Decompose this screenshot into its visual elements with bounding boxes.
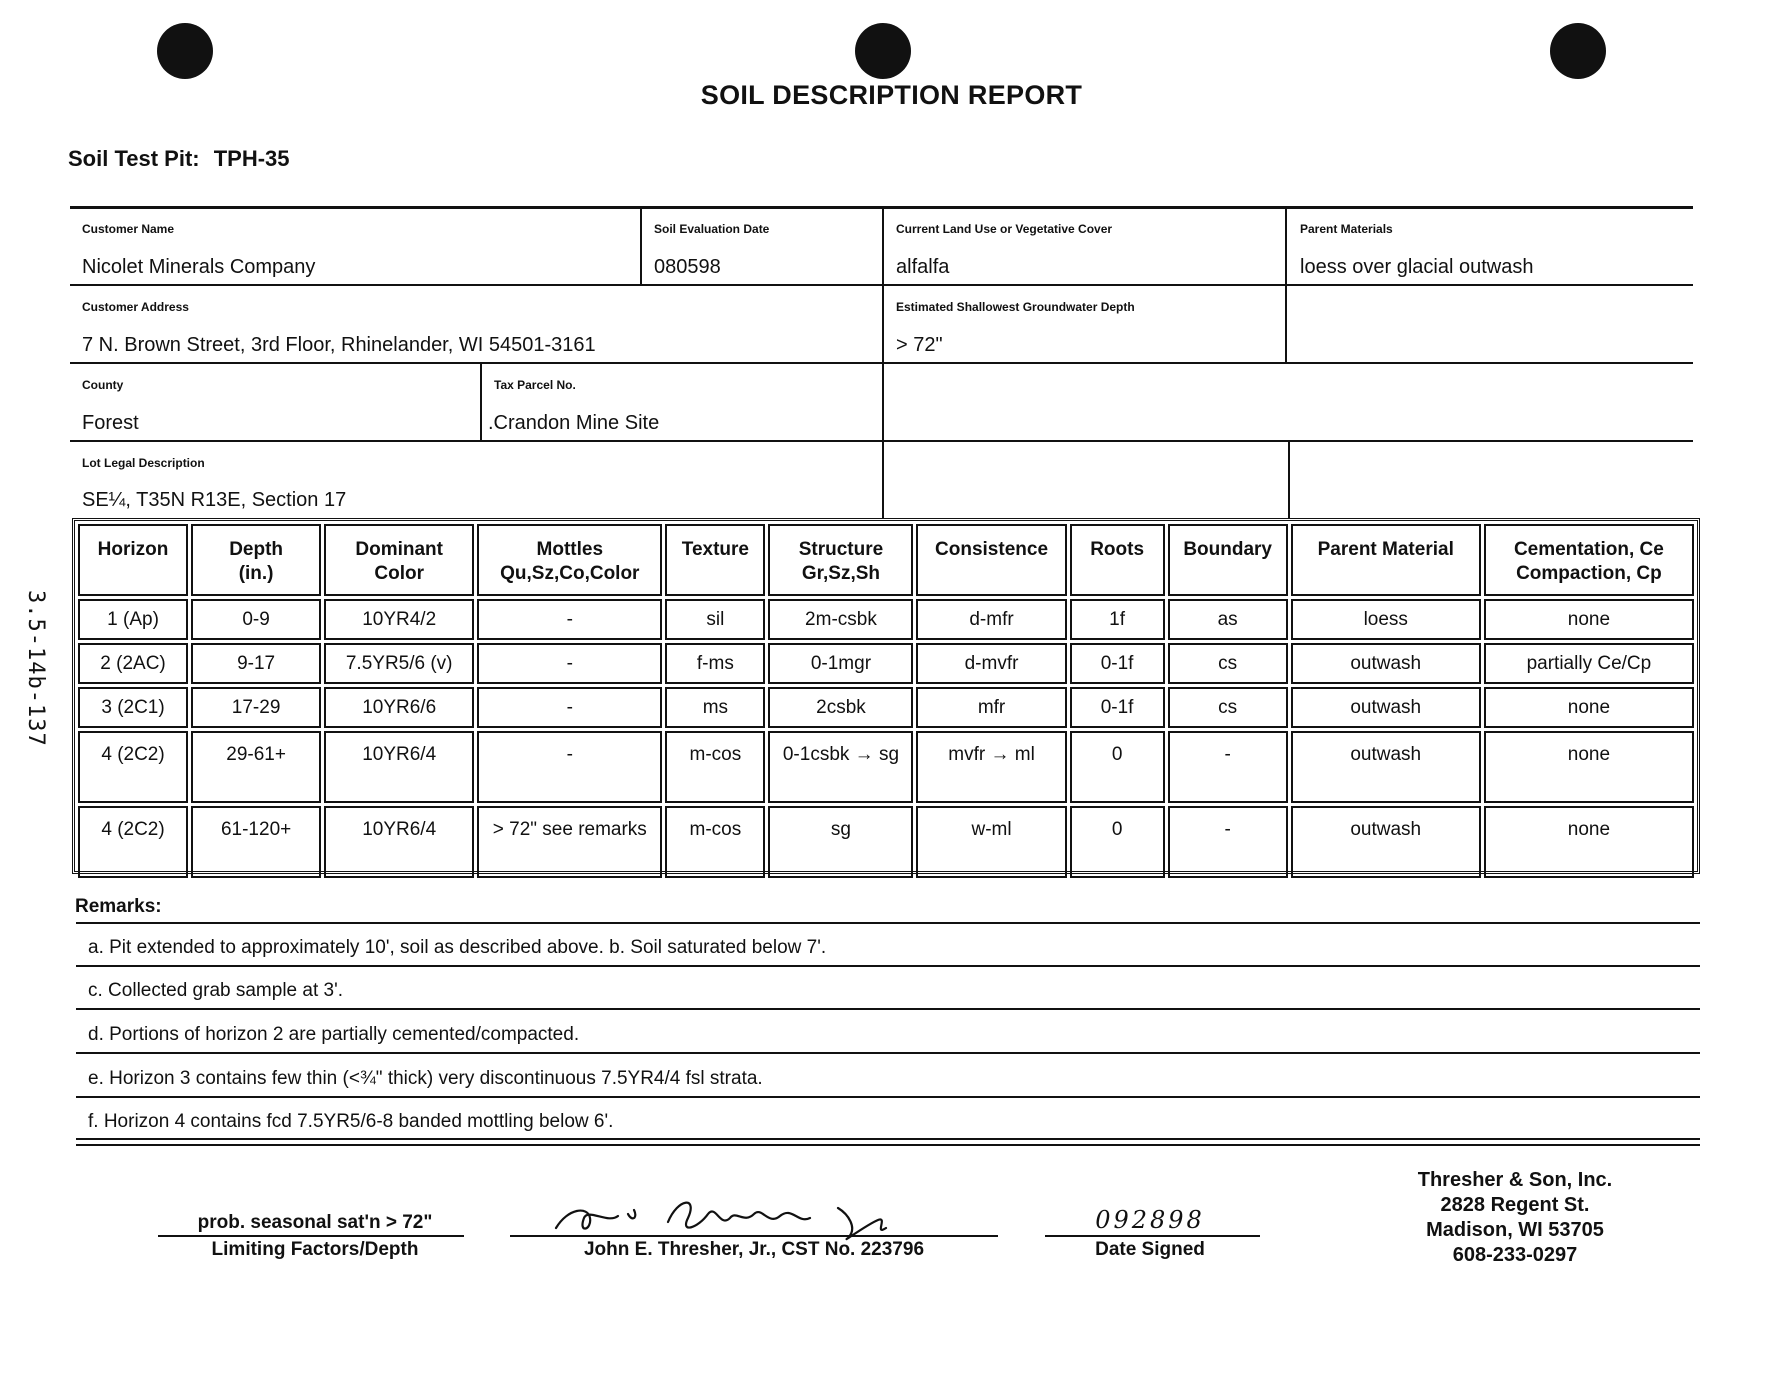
county-label: County <box>82 378 124 392</box>
table-cell: none <box>1484 599 1694 640</box>
signature-rule <box>1045 1235 1260 1237</box>
soil-test-pit-value: TPH-35 <box>213 146 290 171</box>
table-cell: - <box>1168 731 1288 803</box>
table-cell: 0-1f <box>1070 643 1165 684</box>
groundwater-label: Estimated Shallowest Groundwater Depth <box>896 300 1135 314</box>
table-cell: outwash <box>1291 687 1481 728</box>
table-cell: m-cos <box>665 806 765 878</box>
lot-legal-value: SE¼, T35N R13E, Section 17 <box>82 489 347 511</box>
table-cell: > 72" see remarks <box>477 806 662 878</box>
table-cell: 3 (2C1) <box>78 687 188 728</box>
header-cell: Parent Material <box>1291 524 1481 596</box>
table-cell: d-mvfr <box>916 643 1066 684</box>
table-header-row <box>78 524 1694 596</box>
table-cell: f-ms <box>665 643 765 684</box>
tax-parcel-value: .Crandon Mine Site <box>488 412 660 434</box>
table-cell: partially Ce/Cp <box>1484 643 1694 684</box>
table-cell: outwash <box>1291 731 1481 803</box>
table-cell: cs <box>1168 687 1288 728</box>
remarks-rule <box>76 1096 1700 1098</box>
parent-materials-label: Parent Materials <box>1300 222 1393 236</box>
remarks-rule <box>76 965 1700 967</box>
soil-test-pit-label: Soil Test Pit: <box>68 146 200 171</box>
table-cell: - <box>477 643 662 684</box>
customer-address-value: 7 N. Brown Street, 3rd Floor, Rhinelander, WI 54501-3161 <box>82 334 596 356</box>
remarks-rule <box>76 1052 1700 1054</box>
table-cell: 9-17 <box>191 643 321 684</box>
table-cell: none <box>1484 731 1694 803</box>
table-row <box>78 806 1694 878</box>
table-cell: mfr <box>916 687 1066 728</box>
table-cell: 10YR4/2 <box>324 599 474 640</box>
header-cell: Boundary <box>1168 524 1288 596</box>
table-cell: none <box>1484 687 1694 728</box>
remarks-rule <box>76 1138 1700 1140</box>
table-cell: 2 (2AC) <box>78 643 188 684</box>
customer-name-value: Nicolet Minerals Company <box>82 256 316 278</box>
header-cell: Mottles Qu,Sz,Co,Color <box>477 524 662 596</box>
remark-line-f: f. Horizon 4 contains fcd 7.5YR5/6-8 banded mottling below 6'. <box>88 1111 614 1132</box>
table-cell: 0-1mgr <box>768 643 913 684</box>
date-signed-label: Date Signed <box>1095 1239 1205 1260</box>
customer-name-label: Customer Name <box>82 222 175 236</box>
table-cell: as <box>1168 599 1288 640</box>
table-row <box>78 731 1694 803</box>
page-title: SOIL DESCRIPTION REPORT <box>700 80 1083 110</box>
signer-name: John E. Thresher, Jr., CST No. 223796 <box>583 1239 925 1260</box>
land-use-label: Current Land Use or Vegetative Cover <box>896 222 1113 236</box>
limiting-factors-label: Limiting Factors/Depth <box>211 1239 419 1260</box>
table-cell: d-mfr <box>916 599 1066 640</box>
table-cell: - <box>477 731 662 803</box>
binder-hole-center <box>855 23 911 79</box>
table-cell: 17-29 <box>191 687 321 728</box>
company-phone: 608-233-0297 <box>1452 1244 1578 1266</box>
table-cell: ms <box>665 687 765 728</box>
table-cell: outwash <box>1291 643 1481 684</box>
grid-line <box>480 362 482 440</box>
company-name: Thresher & Son, Inc. <box>1417 1169 1613 1191</box>
header-cell: Cementation, Ce Compaction, Cp <box>1484 524 1694 596</box>
table-cell: mvfr → ml <box>916 731 1066 803</box>
eval-date-value: 080598 <box>654 256 721 278</box>
remark-line-d: d. Portions of horizon 2 are partially cemented/compacted. <box>88 1024 580 1045</box>
table-cell: 7.5YR5/6 (v) <box>324 643 474 684</box>
parent-materials-value: loess over glacial outwash <box>1300 256 1534 278</box>
table-cell: cs <box>1168 643 1288 684</box>
remark-line-c: c. Collected grab sample at 3'. <box>88 980 343 1001</box>
table-cell: 29-61+ <box>191 731 321 803</box>
soil-horizon-table <box>72 518 1700 874</box>
header-cell: Horizon <box>78 524 188 596</box>
header-cell: Dominant Color <box>324 524 474 596</box>
grid-line <box>640 206 642 284</box>
side-document-code: 3.5-14b-137 <box>23 590 48 747</box>
table-row <box>78 599 1694 640</box>
header-cell: Texture <box>665 524 765 596</box>
table-cell: 0-1csbk → sg <box>768 731 913 803</box>
company-city: Madison, WI 53705 <box>1426 1219 1604 1241</box>
table-cell: 1 (Ap) <box>78 599 188 640</box>
table-cell: w-ml <box>916 806 1066 878</box>
signature-rule <box>158 1235 464 1237</box>
table-cell: 4 (2C2) <box>78 731 188 803</box>
table-cell: sil <box>665 599 765 640</box>
company-block <box>1380 1168 1650 1268</box>
remark-line-e: e. Horizon 3 contains few thin (<¾" thick) very discontinuous 7.5YR4/4 fsl strata. <box>88 1068 763 1089</box>
table-cell: - <box>477 599 662 640</box>
tax-parcel-label: Tax Parcel No. <box>494 378 576 392</box>
table-cell: outwash <box>1291 806 1481 878</box>
table-cell: - <box>1168 806 1288 878</box>
grid-line <box>882 206 884 518</box>
header-cell: Consistence <box>916 524 1066 596</box>
customer-address-label: Customer Address <box>82 300 189 314</box>
grid-line <box>1285 206 1287 362</box>
remarks-rule <box>76 1008 1700 1010</box>
table-cell: 2csbk <box>768 687 913 728</box>
header-cell: Roots <box>1070 524 1165 596</box>
header-cell: Structure Gr,Sz,Sh <box>768 524 913 596</box>
company-street: 2828 Regent St. <box>1440 1194 1590 1216</box>
binder-hole-left <box>157 23 213 79</box>
soil-test-pit <box>68 146 290 172</box>
county-value: Forest <box>82 412 139 434</box>
remarks-label: Remarks: <box>75 896 162 917</box>
table-cell: 10YR6/4 <box>324 806 474 878</box>
remarks-rule <box>76 922 1700 924</box>
table-cell: 0-9 <box>191 599 321 640</box>
table-cell: - <box>477 687 662 728</box>
table-cell: none <box>1484 806 1694 878</box>
eval-date-label: Soil Evaluation Date <box>654 222 770 236</box>
remarks-rule <box>76 1144 1700 1146</box>
table-row <box>78 643 1694 684</box>
table-cell: 4 (2C2) <box>78 806 188 878</box>
signature-rule <box>510 1235 998 1237</box>
table-cell: 2m-csbk <box>768 599 913 640</box>
header-cell: Depth (in.) <box>191 524 321 596</box>
land-use-value: alfalfa <box>896 256 950 278</box>
binder-hole-right <box>1550 23 1606 79</box>
table-cell: m-cos <box>665 731 765 803</box>
table-cell: 1f <box>1070 599 1165 640</box>
lot-legal-label: Lot Legal Description <box>82 456 205 470</box>
limiting-factors-value: prob. seasonal sat'n > 72" <box>197 1212 433 1233</box>
table-cell: loess <box>1291 599 1481 640</box>
table-cell: 10YR6/4 <box>324 731 474 803</box>
table-cell: 61-120+ <box>191 806 321 878</box>
table-cell: sg <box>768 806 913 878</box>
table-cell: 10YR6/6 <box>324 687 474 728</box>
table-cell: 0-1f <box>1070 687 1165 728</box>
table-cell: 0 <box>1070 806 1165 878</box>
remark-line-a: a. Pit extended to approximately 10', soil as described above. b. Soil saturated below 7'. <box>88 937 827 958</box>
table-cell: 0 <box>1070 731 1165 803</box>
date-signed-value: 092898 <box>1095 1206 1205 1234</box>
table-row <box>78 687 1694 728</box>
groundwater-value: > 72" <box>896 334 943 356</box>
grid-line <box>1288 440 1290 518</box>
